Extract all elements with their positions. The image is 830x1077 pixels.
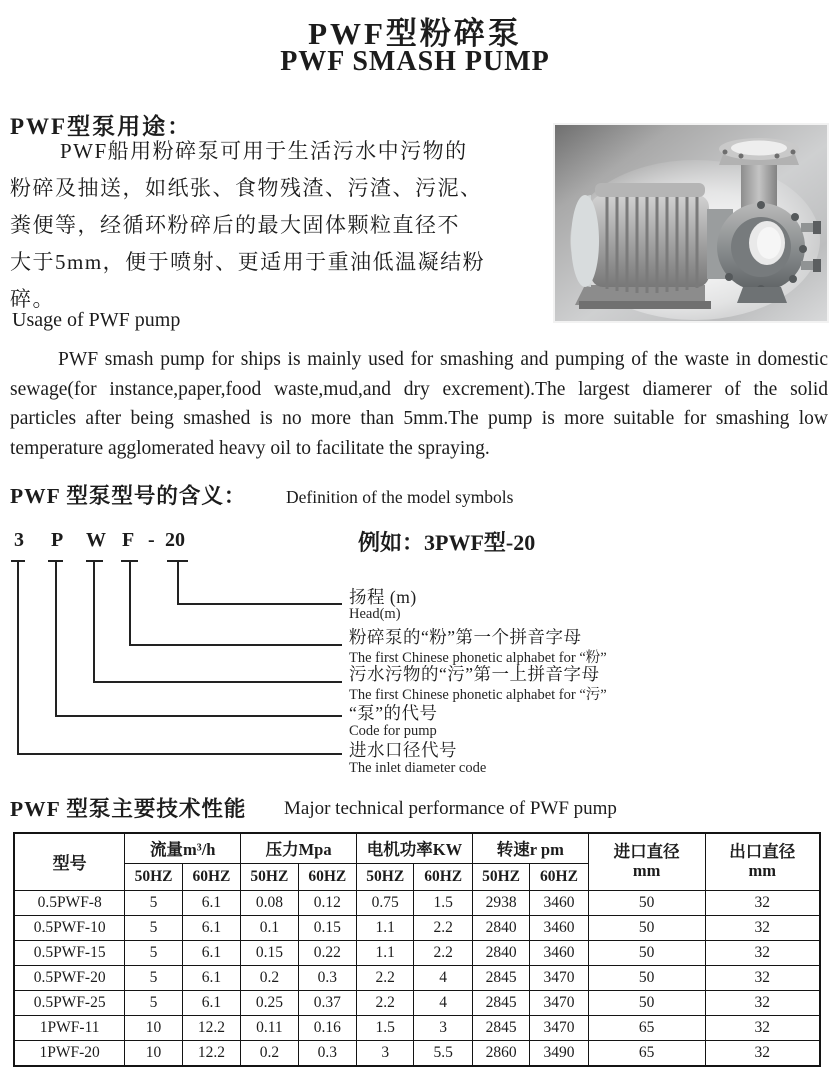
value-cell: 0.3: [298, 1040, 356, 1066]
model-cell: 0.5PWF-8: [14, 890, 125, 915]
value-cell: 2845: [472, 965, 529, 990]
model-cell: 0.5PWF-10: [14, 915, 125, 940]
value-cell: 3: [414, 1015, 472, 1040]
label-pump-zh: “泵”的代号: [349, 703, 438, 723]
value-cell: 65: [588, 1015, 705, 1040]
value-cell: 5: [125, 965, 182, 990]
page-title-en: PWF SMASH PUMP: [280, 46, 550, 77]
col-header-speed: 转速r pm: [472, 833, 588, 863]
model-cell: 0.5PWF-20: [14, 965, 125, 990]
value-cell: 3460: [530, 915, 588, 940]
value-cell: 0.22: [298, 940, 356, 965]
value-cell: 3470: [530, 1015, 588, 1040]
value-cell: 3470: [530, 965, 588, 990]
model-cell: 1PWF-20: [14, 1040, 125, 1066]
value-cell: 2.2: [357, 965, 414, 990]
usage-heading-en: Usage of PWF pump: [12, 309, 181, 331]
value-cell: 1.5: [414, 890, 472, 915]
value-cell: 32: [705, 990, 820, 1015]
table-row: [14, 890, 820, 915]
value-cell: 2.2: [414, 915, 472, 940]
value-cell: 6.1: [182, 965, 240, 990]
symbol-char-p: P: [51, 529, 64, 551]
value-cell: 6.1: [182, 990, 240, 1015]
value-cell: 0.15: [298, 915, 356, 940]
label-fen-zh: 粉碎泵的“粉”第一个拼音字母: [349, 627, 582, 647]
value-cell: 0.12: [298, 890, 356, 915]
col-header-pressure: 压力Mpa: [241, 833, 357, 863]
value-cell: 12.2: [182, 1015, 240, 1040]
model-example: 例如：3PWF型-20: [358, 530, 536, 555]
value-cell: 32: [705, 1040, 820, 1066]
label-pump-en: Code for pump: [349, 723, 437, 739]
model-cell: 0.5PWF-15: [14, 940, 125, 965]
value-cell: 4: [414, 990, 472, 1015]
table-row: [14, 990, 820, 1015]
value-cell: 0.37: [298, 990, 356, 1015]
label-fen-en: The first Chinese phonetic alphabet for “粉”: [349, 650, 607, 666]
usage-en-line: particles after being smashed is no more than 5mm.The pump is more suitable for smashing low: [10, 408, 828, 429]
usage-zh-line: 粉碎及抽送，如纸张、食物残渣、污渣、污泥、: [10, 176, 483, 200]
subheader-60hz: 60HZ: [530, 863, 588, 890]
subheader-60hz: 60HZ: [414, 863, 472, 890]
label-head-zh: 扬程 (m): [349, 587, 417, 607]
subheader-50hz: 50HZ: [125, 863, 182, 890]
symbol-char-3: 3: [14, 529, 24, 551]
value-cell: 0.16: [298, 1015, 356, 1040]
col-header-flow: 流量m³/h: [125, 833, 241, 863]
subheader-50hz: 50HZ: [357, 863, 414, 890]
label-wu-zh: 污水污物的“污”第一上拼音字母: [349, 664, 600, 684]
value-cell: 2840: [472, 940, 529, 965]
value-cell: 0.2: [241, 1040, 298, 1066]
value-cell: 6.1: [182, 890, 240, 915]
value-cell: 50: [588, 990, 705, 1015]
subheader-50hz: 50HZ: [472, 863, 529, 890]
value-cell: 5.5: [414, 1040, 472, 1066]
page-title-zh: PWF型粉碎泵: [308, 16, 522, 51]
value-cell: 6.1: [182, 940, 240, 965]
value-cell: 3460: [530, 940, 588, 965]
value-cell: 65: [588, 1040, 705, 1066]
table-row: [14, 1040, 820, 1066]
value-cell: 6.1: [182, 915, 240, 940]
outlet-unit: mm: [748, 860, 777, 880]
table-row: [14, 965, 820, 990]
model-symbols-heading-en: Definition of the model symbols: [286, 487, 514, 507]
value-cell: 32: [705, 1015, 820, 1040]
usage-zh-line: 粪便等，经循环粉碎后的最大固体颗粒直径不: [10, 213, 460, 237]
usage-zh-line: 大于5mm，便于喷射、更适用于重油低温凝结粉: [10, 250, 486, 274]
value-cell: 0.1: [241, 915, 298, 940]
value-cell: 50: [588, 915, 705, 940]
value-cell: 2845: [472, 1015, 529, 1040]
value-cell: 5: [125, 940, 182, 965]
value-cell: 2840: [472, 915, 529, 940]
usage-en-line: sewage(for instance,paper,food waste,mud,and dry excrement).The largest diamerer of the solid: [10, 378, 828, 400]
inlet-unit: mm: [632, 860, 661, 880]
value-cell: 5: [125, 915, 182, 940]
col-header-model: 型号: [14, 833, 125, 890]
usage-en-line: temperature agglomerated heavy oil to facilitate the spraying.: [10, 437, 490, 459]
table-row: [14, 1015, 820, 1040]
model-symbols-heading-zh: PWF 型泵型号的含义：: [10, 484, 247, 508]
value-cell: 2845: [472, 990, 529, 1015]
label-inlet-en: The inlet diameter code: [349, 760, 487, 776]
usage-zh-line: 碎。: [10, 287, 55, 311]
value-cell: 50: [588, 965, 705, 990]
value-cell: 3490: [530, 1040, 588, 1066]
value-cell: 3: [357, 1040, 414, 1066]
model-cell: 1PWF-11: [14, 1015, 125, 1040]
value-cell: 1.1: [357, 940, 414, 965]
outlet-label: 出口直径: [729, 841, 796, 861]
col-header-inlet: [588, 833, 705, 890]
subheader-60hz: 60HZ: [298, 863, 356, 890]
usage-heading-zh: PWF型泵用途：: [10, 114, 193, 139]
value-cell: 3460: [530, 890, 588, 915]
usage-paragraph-en: [10, 345, 828, 463]
table-row: [14, 940, 820, 965]
value-cell: 2860: [472, 1040, 529, 1066]
model-cell: 0.5PWF-25: [14, 990, 125, 1015]
symbol-char-w: W: [86, 529, 106, 551]
performance-heading-en: Major technical performance of PWF pump: [284, 798, 617, 819]
value-cell: 1.5: [357, 1015, 414, 1040]
symbol-char-f: F: [122, 529, 135, 551]
pump-photo: [553, 123, 829, 323]
label-head-en: Head(m): [349, 606, 401, 622]
usage-paragraph-zh: [10, 133, 558, 318]
col-header-power: 电机功率KW: [357, 833, 473, 863]
usage-en-line: PWF smash pump for ships is mainly used for smashing and pumping of the waste in domestic: [58, 349, 828, 370]
value-cell: 50: [588, 890, 705, 915]
value-cell: 2.2: [357, 990, 414, 1015]
value-cell: 0.3: [298, 965, 356, 990]
value-cell: 0.25: [241, 990, 298, 1015]
value-cell: 32: [705, 890, 820, 915]
value-cell: 0.75: [357, 890, 414, 915]
value-cell: 10: [125, 1040, 182, 1066]
value-cell: 1.1: [357, 915, 414, 940]
symbol-char-dash: -: [148, 529, 155, 551]
usage-zh-line: PWF船用粉碎泵可用于生活污水中污物的: [60, 139, 468, 163]
pump-illustration: [555, 125, 827, 321]
value-cell: 0.08: [241, 890, 298, 915]
value-cell: 0.2: [241, 965, 298, 990]
value-cell: 10: [125, 1015, 182, 1040]
value-cell: 0.15: [241, 940, 298, 965]
value-cell: 2938: [472, 890, 529, 915]
performance-table: [13, 832, 821, 1067]
subheader-60hz: 60HZ: [182, 863, 240, 890]
table-row: [14, 915, 820, 940]
value-cell: 3470: [530, 990, 588, 1015]
value-cell: 50: [588, 940, 705, 965]
value-cell: 5: [125, 890, 182, 915]
value-cell: 32: [705, 915, 820, 940]
value-cell: 32: [705, 965, 820, 990]
performance-heading-zh: PWF 型泵主要技术性能: [10, 797, 247, 821]
value-cell: 12.2: [182, 1040, 240, 1066]
label-inlet-zh: 进水口径代号: [349, 740, 457, 760]
value-cell: 5: [125, 990, 182, 1015]
value-cell: 2.2: [414, 940, 472, 965]
symbol-connector-diagram: [0, 554, 345, 782]
value-cell: 32: [705, 940, 820, 965]
performance-table-body: [14, 890, 820, 1066]
symbol-char-20: 20: [165, 529, 185, 551]
value-cell: 0.11: [241, 1015, 298, 1040]
value-cell: 4: [414, 965, 472, 990]
col-header-outlet: [705, 833, 820, 890]
inlet-label: 进口直径: [613, 841, 680, 861]
label-wu-en: The first Chinese phonetic alphabet for “污”: [349, 687, 607, 703]
subheader-50hz: 50HZ: [241, 863, 298, 890]
